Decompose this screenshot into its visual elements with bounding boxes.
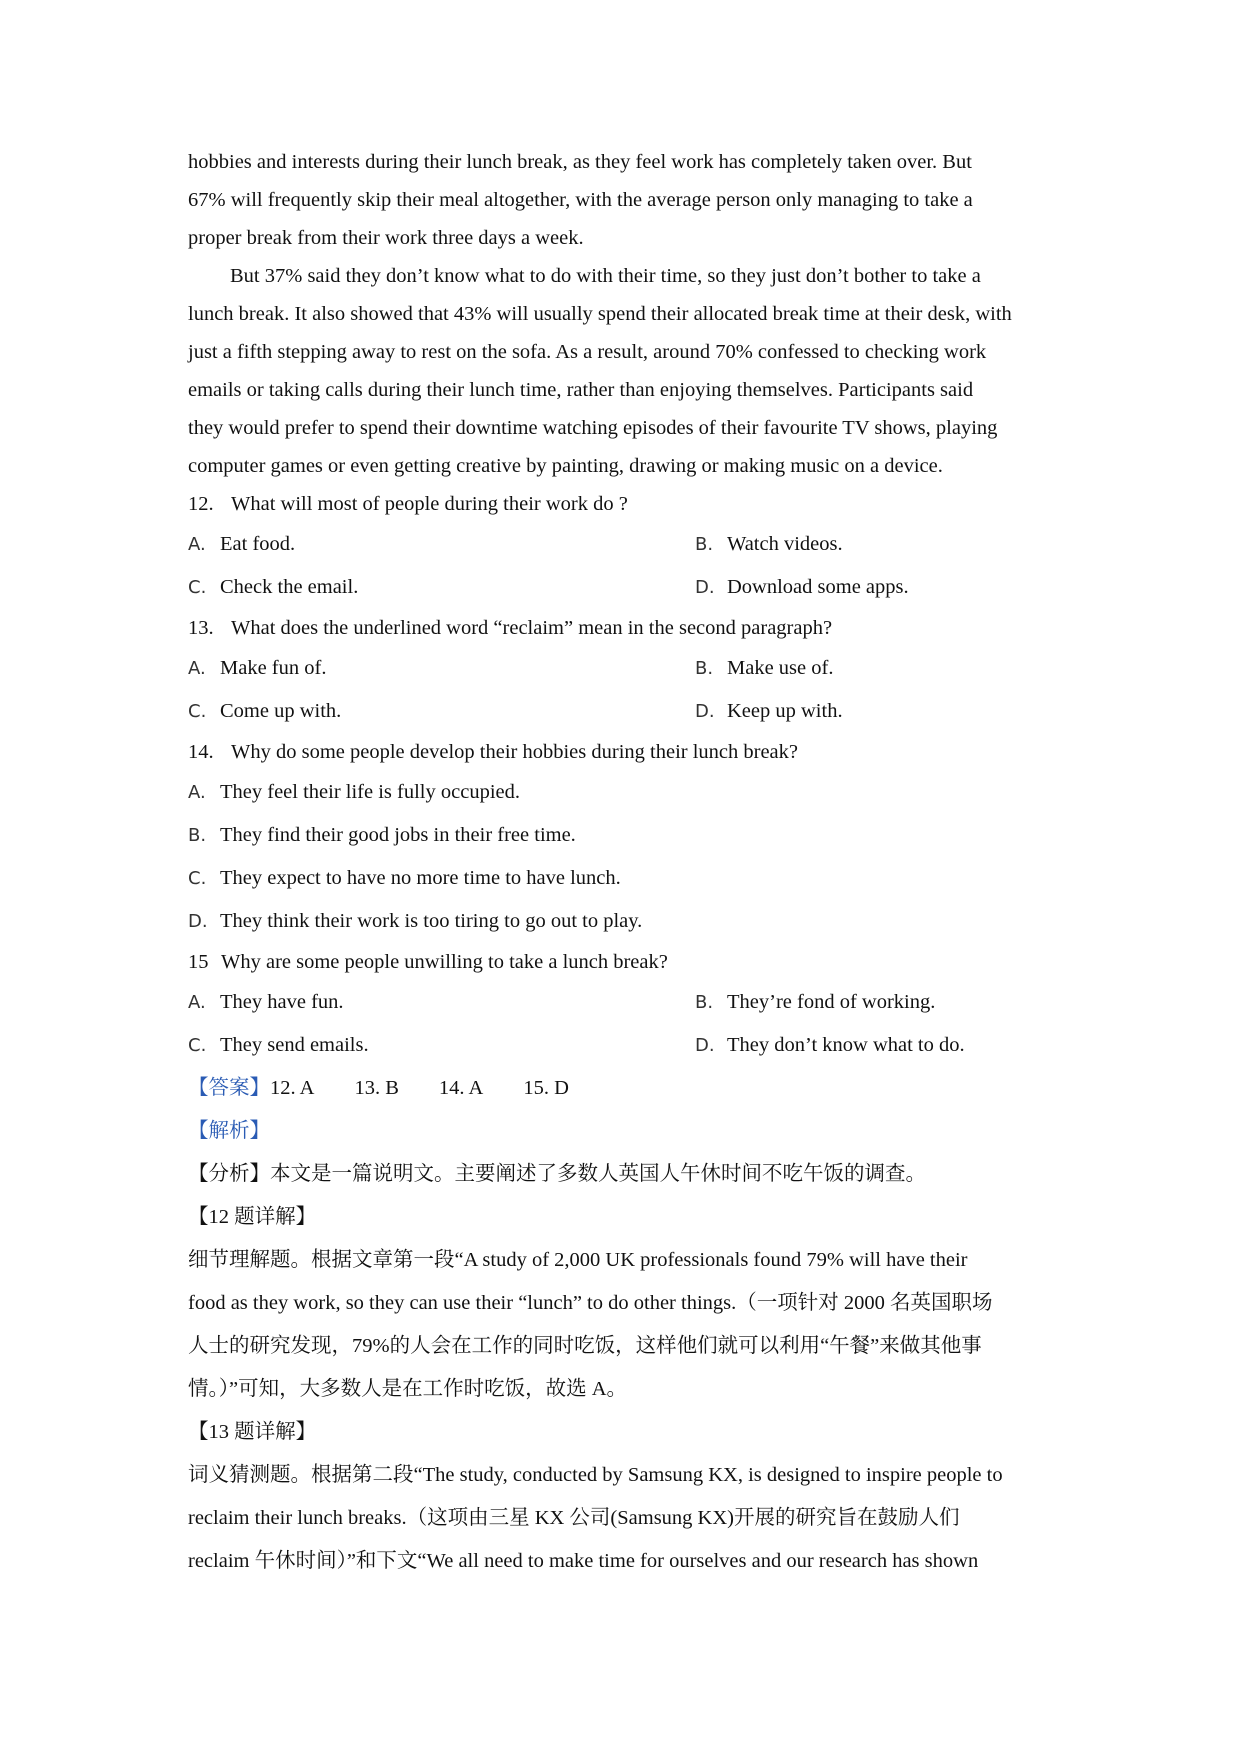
question-number: 14.	[188, 741, 214, 763]
detail-line: 人士的研究发现，79%的人会在工作的同时吃饭，这样他们就可以利用“午餐”来做其他事	[188, 1335, 982, 1357]
question-text: Why do some people develop their hobbies during their lunch break?	[231, 741, 799, 763]
option-c[interactable]: C. Come up with.	[188, 700, 342, 722]
question-number: 12.	[188, 493, 214, 515]
option-d[interactable]: D. They think their work is too tiring to go out to play.	[188, 910, 643, 932]
question-text: What will most of people during their work do ?	[231, 493, 628, 515]
option-a[interactable]: A. Eat food.	[188, 533, 296, 555]
question-stem	[188, 609, 1058, 647]
passage-line: emails or taking calls during their lunch time, rather than enjoying themselves. Participants said	[188, 379, 974, 401]
detail-12-heading: 【12 题详解】	[188, 1206, 317, 1228]
passage-line: 67% will frequently skip their meal altogether, with the average person only managing to take a	[188, 189, 973, 211]
passage-line: computer games or even getting creative by painting, drawing or making music on a device.	[188, 455, 943, 477]
option-d[interactable]: D. Download some apps.	[695, 576, 909, 598]
detail-line: reclaim 午休时间）”和下文“We all need to make time for ourselves and our research has shown	[188, 1550, 979, 1572]
option-d[interactable]: D. They don’t know what to do.	[695, 1034, 965, 1056]
detail-12-body	[188, 1239, 1058, 1411]
detail-line: food as they work, so they can use their “lunch” to do other things.（一项针对 2000 名英国职场	[188, 1292, 993, 1314]
answer-row	[188, 1067, 1058, 1110]
question-14	[188, 733, 1058, 943]
option-c[interactable]: C. They expect to have no more time to have lunch.	[188, 867, 621, 889]
option-c[interactable]: C. They send emails.	[188, 1034, 369, 1056]
question-number: 15	[188, 951, 209, 973]
detail-line: 词义猜测题。根据第二段“The study, conducted by Samsung KX, is designed to inspire people to	[188, 1464, 1003, 1486]
question-text: What does the underlined word “reclaim” mean in the second paragraph?	[231, 617, 833, 639]
option-c[interactable]: C. Check the email.	[188, 576, 359, 598]
option-b[interactable]: B. Watch videos.	[695, 533, 843, 555]
passage-line: just a fifth stepping away to rest on the sofa. As a result, around 70% confessed to checking work	[188, 341, 987, 363]
passage-line: proper break from their work three days a week.	[188, 227, 584, 249]
answer-item: 13. B	[354, 1077, 399, 1099]
passage-line: But 37% said they don’t know what to do with their time, so they just don’t bother to take a	[230, 265, 981, 287]
fenxi-row	[188, 1153, 1058, 1196]
question-stem	[188, 485, 1058, 523]
passage-line: hobbies and interests during their lunch break, as they feel work has completely taken over. But	[188, 151, 972, 173]
fenxi-text: 本文是一篇说明文。主要阐述了多数人英国人午休时间不吃午饭的调查。	[270, 1163, 926, 1185]
option-b[interactable]: B. They’re fond of working.	[695, 991, 936, 1013]
answer-item: 12. A	[270, 1077, 315, 1099]
detail-13-heading: 【13 题详解】	[188, 1421, 317, 1443]
document-page	[188, 143, 1058, 1583]
detail-13-body	[188, 1454, 1058, 1583]
option-a[interactable]: A. They feel their life is fully occupied.	[188, 781, 520, 803]
question-number: 13.	[188, 617, 214, 639]
answer-label: 【答案】	[188, 1077, 270, 1099]
passage-line: lunch break. It also showed that 43% will usually spend their allocated break time at their desk, with	[188, 303, 1012, 325]
detail-line: reclaim their lunch breaks.（这项由三星 KX 公司(Samsung KX)开展的研究旨在鼓励人们	[188, 1507, 960, 1529]
question-stem	[188, 943, 1058, 981]
question-15	[188, 943, 1058, 1067]
detail-line: 情。）”可知，大多数人是在工作时吃饭，故选 A。	[188, 1378, 628, 1400]
analysis-label: 【解析】	[188, 1120, 270, 1142]
question-stem	[188, 733, 1058, 771]
question-12	[188, 485, 1058, 609]
option-b[interactable]: B. They find their good jobs in their free time.	[188, 824, 576, 846]
answer-item: 14. A	[438, 1077, 484, 1099]
question-13	[188, 609, 1058, 733]
answer-item: 15. D	[523, 1077, 569, 1099]
option-d[interactable]: D. Keep up with.	[695, 700, 843, 722]
fenxi-label: 【分析】	[188, 1163, 270, 1185]
passage-line: they would prefer to spend their downtime watching episodes of their favourite TV shows, playing	[188, 417, 998, 439]
option-a[interactable]: A. Make fun of.	[188, 657, 327, 679]
option-b[interactable]: B. Make use of.	[695, 657, 834, 679]
question-text: Why are some people unwilling to take a lunch break?	[221, 951, 668, 973]
passage	[188, 143, 1058, 485]
option-a[interactable]: A. They have fun.	[188, 991, 344, 1013]
detail-line: 细节理解题。根据文章第一段“A study of 2,000 UK professionals found 79% will have their	[188, 1249, 968, 1271]
